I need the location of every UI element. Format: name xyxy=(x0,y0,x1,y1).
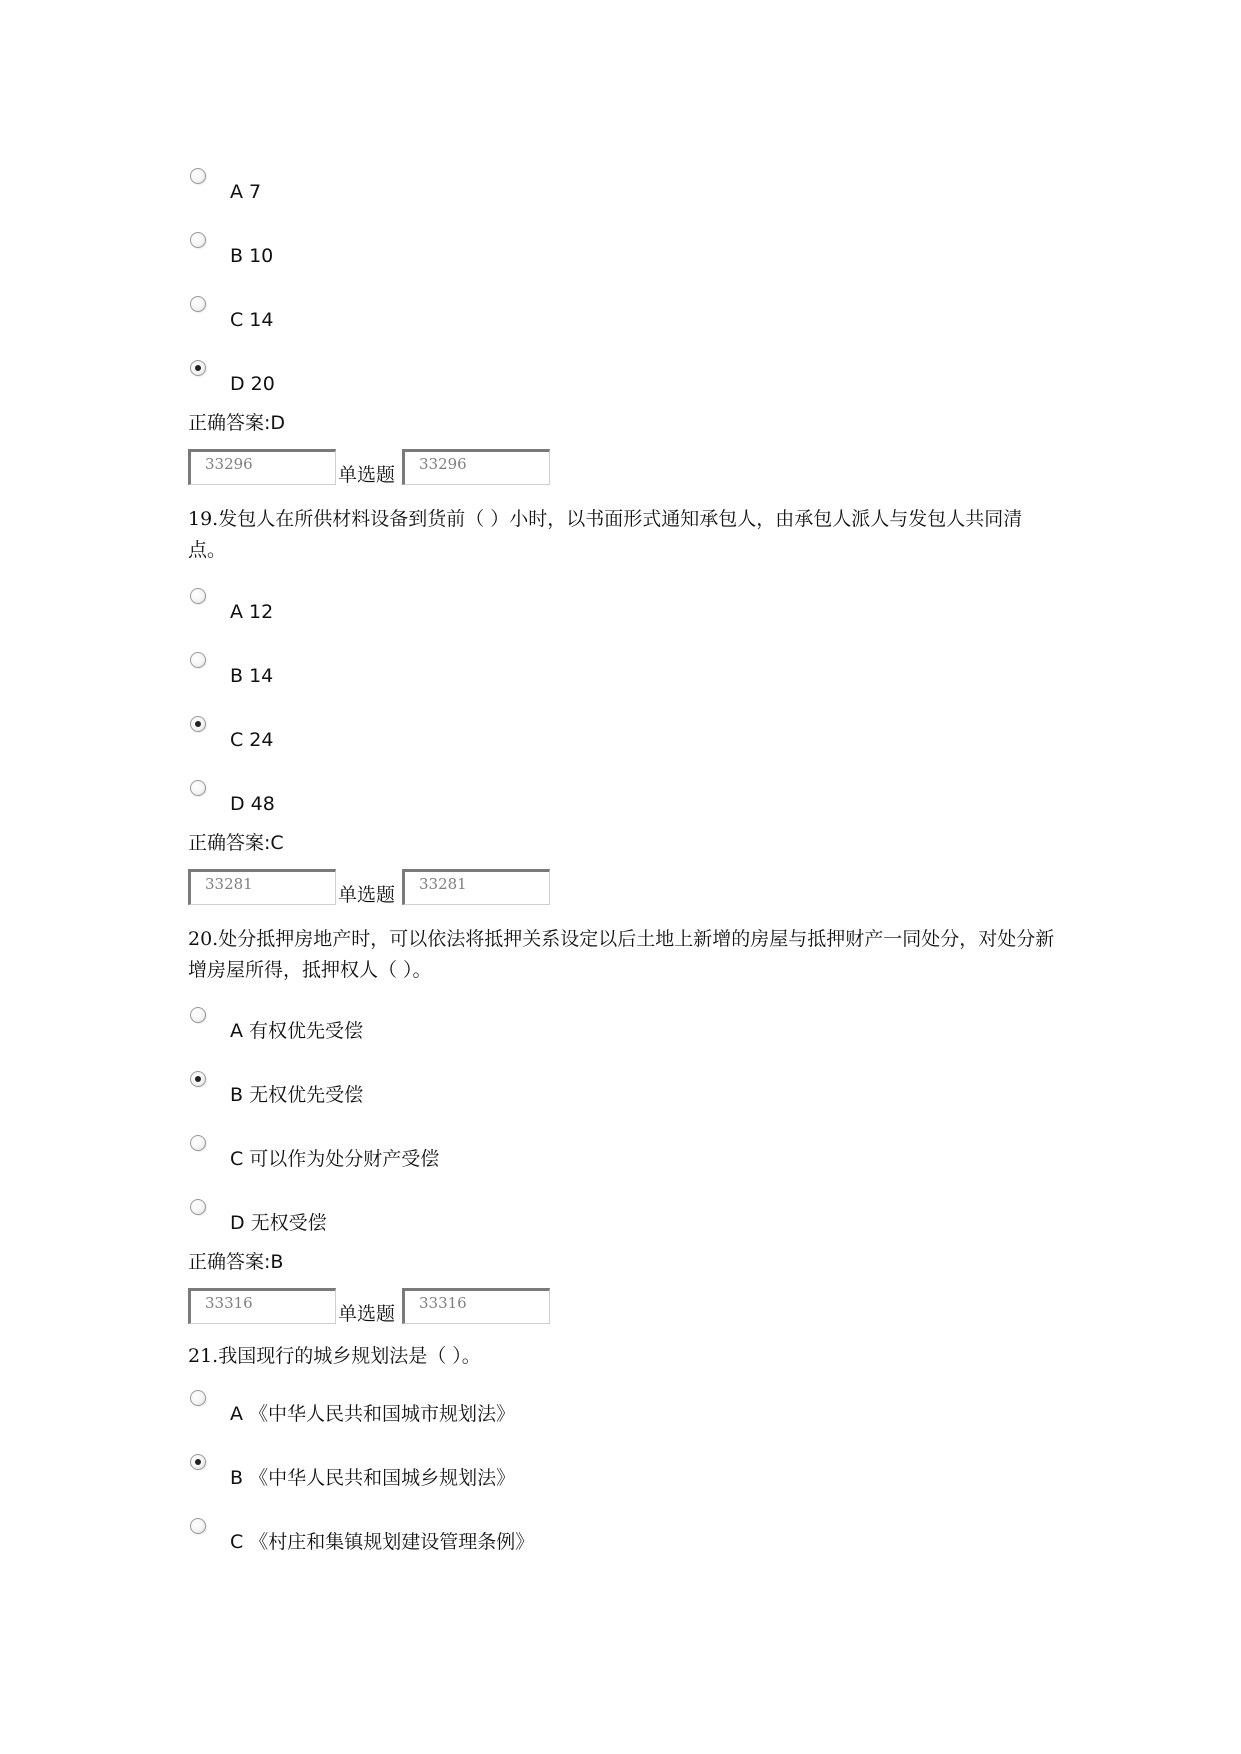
radio-button[interactable] xyxy=(190,780,206,796)
question-text: 19.发包人在所供材料设备到货前（ ）小时，以书面形式通知承包人，由承包人派人与发包人共同清点。 xyxy=(188,508,1023,561)
option-a[interactable] xyxy=(0,588,900,628)
option-d[interactable] xyxy=(0,360,900,400)
question-type-label: 单选题 xyxy=(338,884,396,906)
radio-button[interactable] xyxy=(190,1135,206,1151)
option-label: C 可以作为处分财产受偿 xyxy=(230,1148,440,1170)
option-label: A 7 xyxy=(230,181,262,203)
option-a[interactable] xyxy=(0,1390,900,1430)
question-type-label: 单选题 xyxy=(338,464,396,486)
radio-button[interactable] xyxy=(190,1454,206,1470)
question-id-field[interactable]: 33281 xyxy=(402,869,550,905)
question-id-field[interactable]: 33296 xyxy=(188,449,336,485)
radio-button[interactable] xyxy=(190,1518,206,1534)
question-id-field[interactable]: 33316 xyxy=(188,1288,336,1324)
option-label: A 有权优先受偿 xyxy=(230,1020,364,1042)
radio-button[interactable] xyxy=(190,588,206,604)
option-c[interactable] xyxy=(0,716,900,756)
radio-button[interactable] xyxy=(190,360,206,376)
radio-button[interactable] xyxy=(190,1007,206,1023)
question-meta-row xyxy=(0,449,1241,493)
radio-button[interactable] xyxy=(190,716,206,732)
question-text: 21.我国现行的城乡规划法是（ ）。 xyxy=(188,1345,481,1367)
option-b[interactable] xyxy=(0,1071,900,1111)
question-type-label: 单选题 xyxy=(338,1303,396,1325)
option-b[interactable] xyxy=(0,1454,900,1494)
question-meta-row xyxy=(0,869,1241,913)
question-text: 20.处分抵押房地产时，可以依法将抵押关系设定以后土地上新增的房屋与抵押财产一同处分，对处分新增房屋所得，抵押权人（ ）。 xyxy=(188,928,1055,981)
option-label: A 《中华人民共和国城市规划法》 xyxy=(230,1403,516,1425)
radio-button[interactable] xyxy=(190,232,206,248)
option-label: C 14 xyxy=(230,309,274,331)
option-label: A 12 xyxy=(230,601,274,623)
option-a[interactable] xyxy=(0,1007,900,1047)
question-id-field[interactable]: 33316 xyxy=(402,1288,550,1324)
radio-button[interactable] xyxy=(190,296,206,312)
option-label: B 无权优先受偿 xyxy=(230,1084,364,1106)
option-c[interactable] xyxy=(0,1135,900,1175)
option-b[interactable] xyxy=(0,232,900,272)
correct-answer: 正确答案:C xyxy=(188,832,284,854)
radio-button[interactable] xyxy=(190,652,206,668)
option-label: B 10 xyxy=(230,245,274,267)
option-d[interactable] xyxy=(0,780,900,820)
option-d[interactable] xyxy=(0,1199,900,1239)
radio-button[interactable] xyxy=(190,1199,206,1215)
correct-answer: 正确答案:D xyxy=(188,412,286,434)
option-label: C 《村庄和集镇规划建设管理条例》 xyxy=(230,1531,535,1553)
option-c[interactable] xyxy=(0,296,900,336)
correct-answer: 正确答案:B xyxy=(188,1251,284,1273)
option-a[interactable] xyxy=(0,168,900,208)
radio-button[interactable] xyxy=(190,1390,206,1406)
option-c[interactable] xyxy=(0,1518,900,1558)
option-label: C 24 xyxy=(230,729,274,751)
option-label: B 《中华人民共和国城乡规划法》 xyxy=(230,1467,516,1489)
option-label: D 无权受偿 xyxy=(230,1212,327,1234)
question-id-field[interactable]: 33281 xyxy=(188,869,336,905)
radio-button[interactable] xyxy=(190,168,206,184)
radio-button[interactable] xyxy=(190,1071,206,1087)
question-meta-row xyxy=(0,1288,1241,1332)
question-id-field[interactable]: 33296 xyxy=(402,449,550,485)
option-label: D 48 xyxy=(230,793,275,815)
option-label: D 20 xyxy=(230,373,275,395)
option-b[interactable] xyxy=(0,652,900,692)
option-label: B 14 xyxy=(230,665,274,687)
